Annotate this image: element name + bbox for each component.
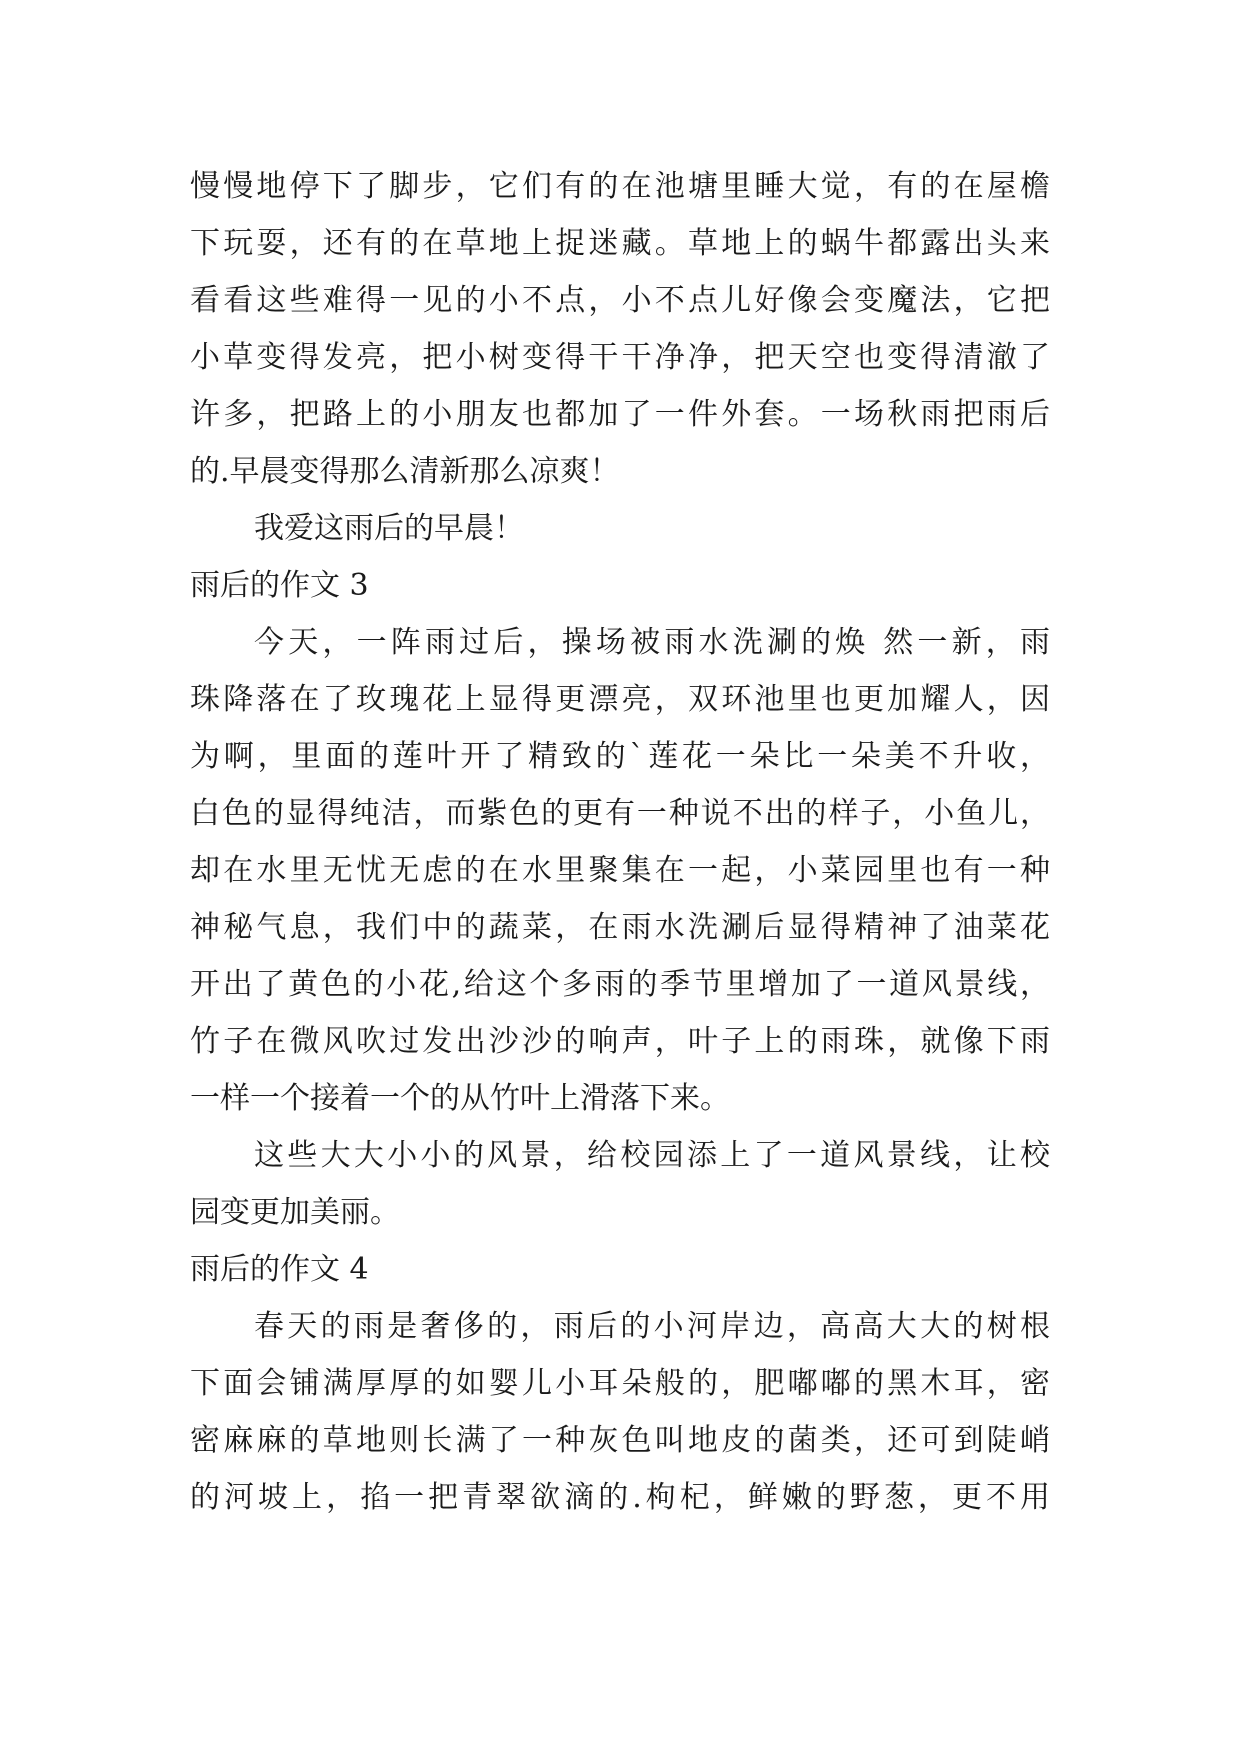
text-line: 白色的显得纯洁，而紫色的更有一种说不出的样子，小鱼儿， <box>190 796 1050 831</box>
text-line: 春天的雨是奢侈的，雨后的小河岸边，高高大大的树根 <box>254 1309 1050 1344</box>
document-page <box>190 158 1050 1526</box>
text-line: 密麻麻的草地则长满了一种灰色叫地皮的菌类，还可到陡峭 <box>190 1423 1050 1458</box>
text-line: 却在水里无忧无虑的在水里聚集在一起，小菜园里也有一种 <box>190 853 1050 888</box>
text-line: 一样一个接着一个的从竹叶上滑落下来。 <box>190 1081 730 1116</box>
text-line: 这些大大小小的风景，给校园添上了一道风景线，让校 <box>254 1138 1050 1173</box>
text-line: 珠降落在了玫瑰花上显得更漂亮，双环池里也更加耀人，因 <box>190 682 1050 717</box>
text-line: 竹子在微风吹过发出沙沙的响声，叶子上的雨珠，就像下雨 <box>190 1024 1050 1059</box>
text-line: 开出了黄色的小花,给这个多雨的季节里增加了一道风景线， <box>190 967 1050 1002</box>
text-line: 慢慢地停下了脚步，它们有的在池塘里睡大觉，有的在屋檐 <box>190 169 1050 204</box>
text-line: 小草变得发亮，把小树变得干干净净，把天空也变得清澈了 <box>190 340 1050 375</box>
paragraph <box>190 614 1050 1127</box>
text-line: 的.早晨变得那么清新那么凉爽！ <box>190 454 620 489</box>
section-heading: 雨后的作文 3 <box>190 568 369 603</box>
text-line: 我爱这雨后的早晨！ <box>254 511 524 546</box>
text-line: 园变更加美丽。 <box>190 1195 400 1230</box>
text-line: 为啊，里面的莲叶开了精致的`莲花一朵比一朵美不升收， <box>190 739 1050 774</box>
section-heading: 雨后的作文 4 <box>190 1252 369 1287</box>
text-line: 看看这些难得一见的小不点，小不点儿好像会变魔法，它把 <box>190 283 1050 318</box>
paragraph <box>190 1298 1050 1526</box>
paragraph <box>190 158 1050 500</box>
text-line: 下玩耍，还有的在草地上捉迷藏。草地上的蜗牛都露出头来 <box>190 226 1050 261</box>
paragraph <box>190 500 1050 557</box>
text-line: 今天，一阵雨过后，操场被雨水洗涮的焕 然一新，雨 <box>254 625 1050 660</box>
text-line: 神秘气息，我们中的蔬菜，在雨水洗涮后显得精神了油菜花 <box>190 910 1050 945</box>
text-line: 下面会铺满厚厚的如婴儿小耳朵般的，肥嘟嘟的黑木耳，密 <box>190 1366 1050 1401</box>
text-line: 的河坡上，掐一把青翠欲滴的.枸杞，鲜嫩的野葱，更不用 <box>190 1480 1050 1515</box>
paragraph <box>190 1127 1050 1241</box>
text-line: 许多，把路上的小朋友也都加了一件外套。一场秋雨把雨后 <box>190 397 1050 432</box>
